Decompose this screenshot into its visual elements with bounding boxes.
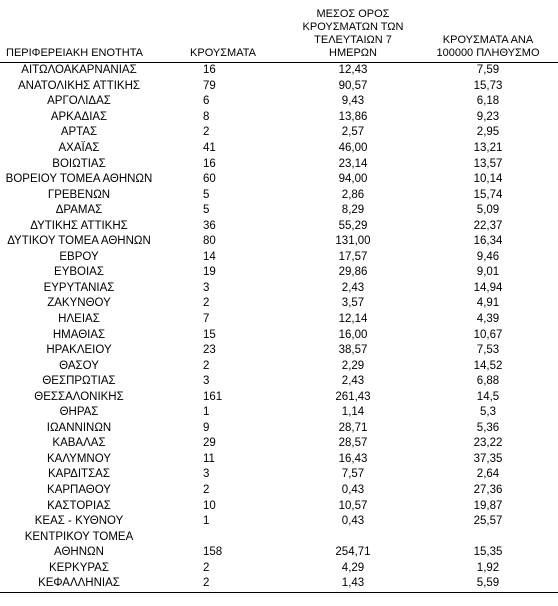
cell-avg7: 131,00 [335,235,371,248]
cell-cases: 36 [203,219,216,232]
table-row [0,374,558,390]
cell-cases: 1 [203,406,210,419]
cell-region: ΔΡΑΜΑΣ [55,204,103,217]
table-row [0,576,558,592]
cell-region: ΘΕΣΠΡΩΤΙΑΣ [42,375,116,388]
cell-cases: 23 [203,344,216,357]
table-row [0,312,558,328]
table-row [0,79,558,95]
cell-cases: 16 [203,157,216,170]
cell-region: ΒΟΡΕΙΟΥ ΤΟΜΕΑ ΑΘΗΝΩΝ [5,173,153,186]
cell-per100k: 22,37 [473,219,503,232]
header-avg7-line1: ΜΕΣΟΣ ΟΡΟΣ [316,8,390,20]
cell-region: ΚΕΦΑΛΛΗΝΙΑΣ [0,576,158,592]
cell-region-line1: ΚΕΝΤΡΙΚΟΥ ΤΟΜΕΑ [24,531,134,544]
cell-cases: 2 [203,126,210,139]
table-row [0,529,558,560]
cell-avg7: 12,14 [338,313,368,326]
cell-per100k: 13,21 [473,142,503,154]
table-row [0,234,558,250]
cell-region: ΚΕΡΚΥΡΑΣ [49,561,109,574]
cell-per100k: 5,3 [480,406,496,419]
table-row [0,343,558,359]
cell-avg7: 38,57 [338,344,368,357]
table-row [0,560,558,576]
cell-per100k: 6,18 [476,95,500,108]
cell-avg7: 17,57 [338,250,368,263]
cell-region: ΑΝΑΤΟΛΙΚΗΣ ΑΤΤΙΚΗΣ [17,79,140,92]
cell-avg7: 4,29 [341,561,365,574]
table-row [0,421,558,437]
cell-per100k: 14,94 [473,281,503,294]
table-row [0,203,558,219]
cell-region: ΕΥΒΟΙΑΣ [54,266,104,279]
table-header [0,8,558,63]
cell-per100k: 13,57 [473,157,503,170]
cell-cases: 9 [203,421,210,434]
cell-region: ΚΑΛΥΜΝΟΥ [47,452,111,465]
cell-per100k: 2,64 [476,468,500,481]
cell-cases: 8 [203,110,210,123]
cell-per100k: 6,88 [476,375,500,388]
cell-per100k: 5,09 [476,204,500,217]
cell-region: ΖΑΚΥΝΘΟΥ [47,297,111,310]
table-row [0,187,558,203]
cell-cases: 11 [203,452,215,465]
cell-region: ΚΑΡΠΑΘΟΥ [47,484,111,497]
header-avg7-line2: ΚΡΟΥΣΜΑΤΩΝ ΤΩΝ [302,21,404,33]
cell-cases: 2 [158,576,288,592]
table-row [0,483,558,499]
cell-per100k: 27,36 [473,484,503,497]
cell-region: ΗΡΑΚΛΕΙΟΥ [46,344,112,357]
cell-cases: 158 [203,546,223,559]
cell-per100k: 25,57 [473,515,503,528]
cell-avg7: 2,29 [341,359,365,372]
header-per100k-line1: ΚΡΟΥΣΜΑΤΑ ΑΝΑ [442,34,534,46]
table-row [0,110,558,126]
cell-cases: 29 [203,437,216,450]
cell-region: ΚΕΑΣ - ΚΥΘΝΟΥ [34,515,124,528]
table-row [0,265,558,281]
cell-per100k: 1,92 [476,561,500,574]
cell-avg7: 254,71 [335,546,371,559]
cell-region: ΘΑΣΟΥ [59,359,99,372]
table-row [0,467,558,483]
cell-region: ΚΑΣΤΟΡΙΑΣ [47,499,111,512]
cell-avg7: 261,43 [335,390,371,403]
table-row [0,514,558,530]
cell-avg7: 10,57 [338,499,368,512]
table-row [0,141,558,157]
cell-per100k: 14,5 [476,390,500,403]
header-region: ΠΕΡΙΦΕΡΕΙΑΚΗ ΕΝΟΤΗΤΑ [0,8,158,63]
cell-cases: 1 [203,515,210,528]
cell-avg7: 13,86 [338,110,368,123]
cell-cases: 161 [203,390,223,403]
cell-region: ΔΥΤΙΚΟΥ ΤΟΜΕΑ ΑΘΗΝΩΝ [7,235,151,248]
cell-region: ΙΩΑΝΝΙΝΩΝ [46,421,112,434]
cell-region: ΓΡΕΒΕΝΩΝ [47,188,111,201]
cell-avg7: 3,57 [341,297,365,310]
cell-region: ΑΡΤΑΣ [60,126,98,139]
cell-per100k: 7,53 [476,344,500,357]
cell-cases: 6 [203,95,210,108]
cell-avg7: 90,57 [338,79,368,92]
cell-per100k: 2,95 [476,126,500,139]
cell-per100k: 5,36 [476,421,500,434]
table-row [0,250,558,266]
header-row [0,8,558,63]
cell-region: ΕΥΡΥΤΑΝΙΑΣ [43,281,115,294]
cell-region-line2: ΑΘΗΝΩΝ [54,546,104,559]
cell-per100k: 9,23 [476,110,500,123]
header-per100k [418,8,558,63]
table-row [0,452,558,468]
cell-region: ΑΡΓΟΛΙΔΑΣ [47,95,111,108]
cell-region: ΚΑΒΑΛΑΣ [52,437,106,450]
cell-avg7: 29,86 [338,266,368,279]
cell-avg7: 9,43 [341,95,365,108]
cell-per100k: 16,34 [473,235,503,248]
cell-region: ΚΑΡΔΙΤΣΑΣ [48,468,110,481]
cell-per100k: 9,01 [476,266,500,279]
table-row [0,63,558,79]
cell-per100k: 15,35 [473,546,503,559]
cell-per100k: 9,46 [476,250,500,263]
cell-avg7: 1,43 [288,576,418,592]
cell-avg7: 0,43 [341,515,365,528]
cell-cases: 80 [203,235,216,248]
cell-avg7: 28,57 [338,437,368,450]
cell-avg7: 1,14 [341,406,365,419]
cell-region: ΑΙΤΩΛΟΑΚΑΡΝΑΝΙΑΣ [21,64,137,77]
header-avg7 [288,8,418,63]
cell-avg7: 2,86 [341,188,365,201]
table-row [0,389,558,405]
table-row [0,327,558,343]
cell-region [0,529,158,560]
cell-per100k: 4,39 [476,313,500,326]
cell-per100k: 15,74 [473,188,503,201]
cell-region: ΔΥΤΙΚΗΣ ΑΤΤΙΚΗΣ [30,219,128,232]
cell-cases: 3 [203,281,210,294]
cell-avg7: 55,29 [338,219,368,232]
cell-region: ΘΕΣΣΑΛΟΝΙΚΗΣ [34,390,124,403]
cell-avg7: 28,71 [338,421,368,434]
cell-region: ΗΜΑΘΙΑΣ [52,328,106,341]
cell-per100k: 7,59 [476,64,500,77]
cell-cases: 2 [203,359,210,372]
cell-avg7: 46,00 [338,142,368,154]
cell-avg7: 8,29 [341,204,365,217]
table-body [0,63,558,593]
cell-cases: 7 [203,313,210,326]
cell-cases: 3 [203,375,210,388]
cell-per100k: 23,22 [473,437,503,450]
cell-cases: 2 [203,297,210,310]
table-row [0,498,558,514]
cell-avg7: 2,57 [341,126,365,139]
header-avg7-line3: ΤΕΛΕΥΤΑΙΩΝ 7 ΗΜΕΡΩΝ [314,34,392,59]
cell-region: ΑΧΑΪΑΣ [58,142,100,154]
table-row [0,296,558,312]
cell-region: ΑΡΚΑΔΙΑΣ [50,110,108,123]
cell-cases: 16 [203,64,216,77]
table-row [0,436,558,452]
cell-per100k: 4,91 [476,297,500,310]
table-row [0,281,558,297]
table-row [0,218,558,234]
cell-cases: 3 [203,468,210,481]
cell-per100k: 10,14 [473,173,503,186]
cell-per100k: 14,52 [473,359,503,372]
cell-avg7: 23,14 [338,157,368,170]
cell-per100k: 10,67 [473,328,503,341]
cell-cases: 15 [203,328,216,341]
cell-avg7: 16,00 [338,328,368,341]
cell-region: ΘΗΡΑΣ [59,406,99,419]
cell-cases: 14 [203,250,216,263]
header-per100k-line2: 100000 ΠΛΗΘΥΣΜΟ [436,47,540,59]
cell-cases: 5 [203,188,210,201]
table-row [0,358,558,374]
cell-avg7: 0,43 [341,484,365,497]
cell-per100k: 15,73 [473,79,503,92]
cell-cases: 19 [203,266,216,279]
table-row [0,172,558,188]
table-row [0,405,558,421]
cell-avg7: 7,57 [341,468,365,481]
cell-avg7: 94,00 [338,173,368,186]
cell-per100k: 5,59 [418,576,558,592]
cell-cases: 10 [203,499,216,512]
cell-avg7: 12,43 [338,64,368,77]
cell-per100k: 19,87 [473,499,503,512]
cell-avg7: 2,43 [341,375,365,388]
regional-cases-table [0,8,558,593]
cell-cases: 2 [203,561,210,574]
cell-cases: 5 [203,204,210,217]
cell-cases: 79 [203,79,216,92]
cell-cases: 2 [203,484,210,497]
table-row [0,125,558,141]
cell-avg7: 2,43 [341,281,365,294]
cell-cases: 60 [203,173,216,186]
cell-region: ΕΒΡΟΥ [59,250,99,263]
cell-avg7: 16,43 [338,452,368,465]
cell-per100k: 37,35 [473,452,503,465]
table-row [0,156,558,172]
cell-region: ΗΛΕΙΑΣ [58,313,100,326]
cell-region: ΒΟΙΩΤΙΑΣ [52,157,106,170]
header-cases: ΚΡΟΥΣΜΑΤΑ [158,8,288,63]
cell-cases: 41 [203,142,216,154]
table-row [0,94,558,110]
